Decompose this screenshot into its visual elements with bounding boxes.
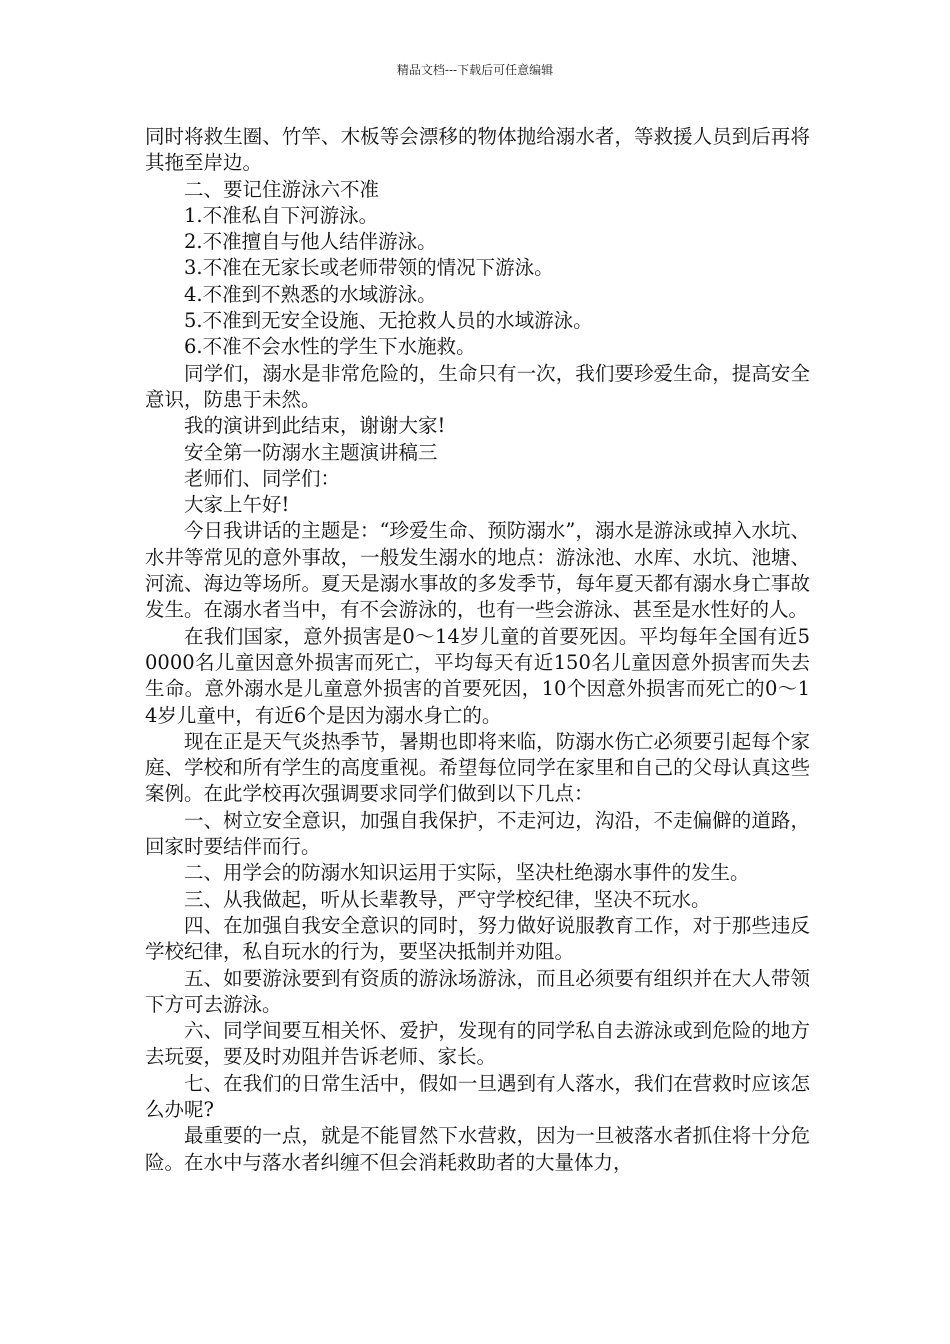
list-item: 七、在我们的日常生活中，假如一旦遇到有人落水，我们在营救时应该怎么办呢? bbox=[145, 1071, 810, 1121]
page-header: 精品文档---下载后可任意编辑 bbox=[396, 63, 554, 77]
list-item: 一、树立安全意识，加强自我保护，不走河边，沟沿，不走偏僻的道路，回家时要结伴而行。 bbox=[145, 808, 810, 859]
list-item: 2.不准擅自与他人结伴游泳。 bbox=[184, 230, 437, 254]
section-heading: 二、要记住游泳六不准 bbox=[184, 177, 380, 201]
speech-title: 安全第一防溺水主题演讲稿三 bbox=[184, 440, 438, 464]
list-item: 四、在加强自我安全意识的同时，努力做好说服教育工作，对于那些违反学校纪律，私自玩水的行为，要坚决抵制并劝阻。 bbox=[145, 913, 810, 964]
list-item: 1.不准私自下河游泳。 bbox=[184, 203, 379, 227]
paragraph: 今日我讲话的主题是：“珍爱生命、预防溺水”，溺水是游泳或掉入水坑、水井等常见的意外事故，一般发生溺水的地点：游泳池、水库、水坑、池塘、河流、海边等场所。夏天是溺水事故的多发季节，每年夏天都有溺水身亡事故发生。在溺水者当中，有不会游泳的，也有一些会游泳、甚至是水性好的人。 bbox=[145, 519, 810, 622]
paragraph: 在我们国家，意外损害是0～14岁儿童的首要死因。平均每年全国有近50000名儿童因意外损害而死亡，平均每天有近150名儿童因意外损害而失去生命。意外溺水是儿童意外损害的首要死因，10个因意外损害而死亡的0～14岁儿童中，有近6个是因为溺水身亡的。 bbox=[145, 624, 810, 727]
document-body bbox=[145, 124, 810, 1176]
list-item: 六、同学间要互相关怀、爱护，发现有的同学私自去游泳或到危险的地方去玩耍，要及时劝阻并告诉老师、家长。 bbox=[145, 1019, 810, 1069]
list-item: 二、用学会的防溺水知识运用于实际，坚决杜绝溺水事件的发生。 bbox=[184, 861, 750, 885]
paragraph: 现在正是天气炎热季节，暑期也即将来临，防溺水伤亡必须要引起每个家庭、学校和所有学生的高度重视。希望每位同学在家里和自己的父母认真这些案例。在此学校再次强调要求同学们做到以下几点： bbox=[145, 729, 810, 806]
paragraph: 我的演讲到此结束，谢谢大家! bbox=[184, 414, 446, 438]
paragraph: 同学们，溺水是非常危险的，生命只有一次，我们要珍爱生命，提高安全意识，防患于未然。 bbox=[145, 361, 810, 411]
list-item: 6.不准不会水性的学生下水施救。 bbox=[184, 335, 476, 359]
list-item: 4.不准到不熟悉的水域游泳。 bbox=[184, 282, 437, 306]
list-item: 五、如要游泳要到有资质的游泳场游泳，而且必须要有组织并在大人带领下方可去游泳。 bbox=[145, 966, 810, 1016]
salutation: 老师们、同学们： bbox=[184, 466, 341, 490]
greeting: 大家上午好! bbox=[184, 493, 290, 517]
paragraph: 同时将救生圈、竹竿、木板等会漂移的物体抛给溺水者，等救援人员到后再将其拖至岸边。 bbox=[145, 125, 810, 175]
list-item: 三、从我做起，听从长辈教导，严守学校纪律，坚决不玩水。 bbox=[184, 887, 711, 911]
list-item: 5.不准到无安全设施、无抢救人员的水域游泳。 bbox=[184, 309, 593, 333]
list-item: 3.不准在无家长或老师带领的情况下游泳。 bbox=[184, 256, 554, 280]
paragraph: 最重要的一点，就是不能冒然下水营救，因为一旦被落水者抓住将十分危险。在水中与落水者纠缠不但会消耗救助者的大量体力， bbox=[145, 1124, 810, 1174]
